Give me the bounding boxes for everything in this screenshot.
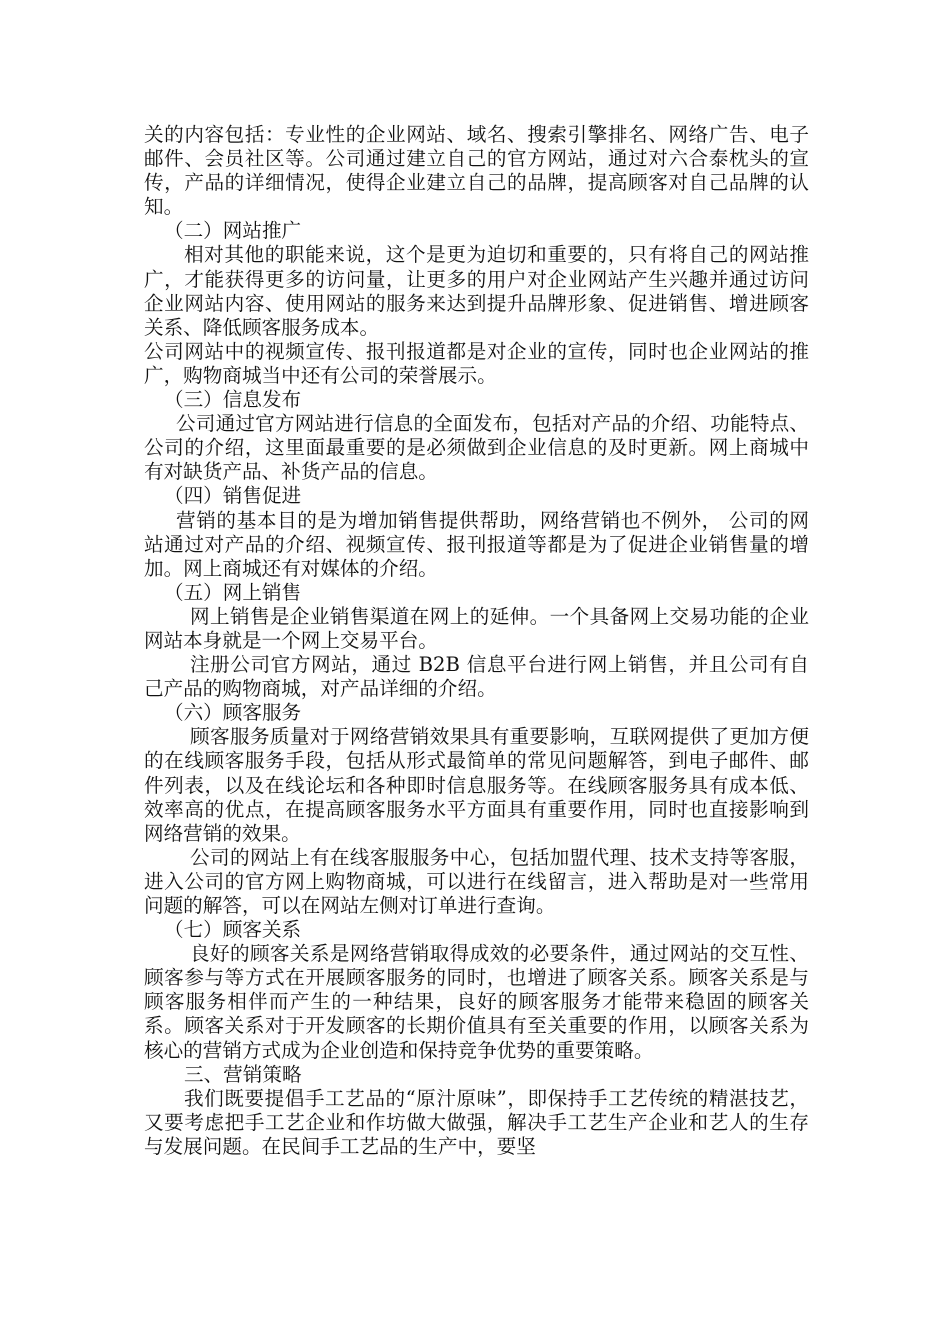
paragraph-intro: 关的内容包括：专业性的企业网站、域名、搜索引擎排名、网络广告、电子邮件、会员社区等。公司通过建立自己的官方网站，通过对六合泰枕头的宣传，产品的详细情况，使得企业建立自己的品牌，提高顾客对自己品牌的认知。	[144, 123, 809, 219]
section-heading-website-promotion: （二）网站推广	[164, 219, 302, 243]
paragraph-sales-promotion: 营销的基本目的是为增加销售提供帮助，网络营销也不例外， 公司的网站通过对产品的介绍、视频宣传、报刊报道等都是为了促进企业销售量的增加。网上商城还有对媒体的介绍。	[144, 508, 809, 580]
paragraph-customer-service: 顾客服务质量对于网络营销效果具有重要影响，互联网提供了更加方便的在线顾客服务手段，包括从形式最简单的常见问题解答，到电子邮件、邮件列表，以及在线论坛和各种即时信息服务等。在线顾客服务具有成本低、效率高的优点，在提高顾客服务水平方面具有重要作用，同时也直接影响到网络营销的效果。	[144, 725, 809, 845]
section-heading-customer-service: （六）顾客服务	[164, 701, 302, 725]
section-heading-marketing-strategy: 三、营销策略	[184, 1062, 302, 1086]
section-heading-sales-promotion: （四）销售促进	[164, 484, 302, 508]
paragraph-marketing-strategy: 我们既要提倡手工艺品的“原汁原味”，即保持手工艺传统的精湛技艺，又要考虑把手工艺企业和作坊做大做强，解决手工艺生产企业和艺人的生存与发展问题。在民间手工艺品的生产中，要坚	[144, 1086, 809, 1158]
paragraph-online-sales: 网上销售是企业销售渠道在网上的延伸。一个具备网上交易功能的企业网站本身就是一个网上交易平台。	[144, 604, 809, 652]
paragraph-website-promotion: 相对其他的职能来说，这个是更为迫切和重要的，只有将自己的网站推广，才能获得更多的访问量，让更多的用户对企业网站产生兴趣并通过访问企业网站内容、使用网站的服务来达到提升品牌形象、促进销售、增进顾客关系、降低顾客服务成本。	[144, 243, 809, 339]
section-heading-online-sales: （五）网上销售	[164, 580, 302, 604]
paragraph-customer-relations: 良好的顾客关系是网络营销取得成效的必要条件，通过网站的交互性、顾客参与等方式在开展顾客服务的同时，也增进了顾客关系。顾客关系是与顾客服务相伴而产生的一种结果，良好的顾客服务才能带来稳固的顾客关系。顾客关系对于开发顾客的长期价值具有至关重要的作用，以顾客关系为核心的营销方式成为企业创造和保持竞争优势的重要策略。	[144, 942, 809, 1062]
document-body	[144, 123, 809, 1159]
section-heading-info-release: （三）信息发布	[164, 388, 302, 412]
section-heading-customer-relations: （七）顾客关系	[164, 918, 302, 942]
paragraph-customer-service-2: 公司的网站上有在线客服服务中心，包括加盟代理、技术支持等客服，进入公司的官方网上购物商城，可以进行在线留言，进入帮助是对一些常用问题的解答，可以在网站左侧对订单进行查询。	[144, 845, 809, 917]
paragraph-website-promotion-2: 公司网站中的视频宣传、报刊报道都是对企业的宣传，同时也企业网站的推广，购物商城当中还有公司的荣誉展示。	[144, 339, 809, 387]
paragraph-online-sales-2: 注册公司官方网站，通过 B2B 信息平台进行网上销售，并且公司有自己产品的购物商城，对产品详细的介绍。	[144, 653, 809, 701]
paragraph-info-release: 公司通过官方网站进行信息的全面发布，包括对产品的介绍、功能特点、公司的介绍，这里面最重要的是必须做到企业信息的及时更新。网上商城中有对缺货产品、补货产品的信息。	[144, 412, 809, 484]
